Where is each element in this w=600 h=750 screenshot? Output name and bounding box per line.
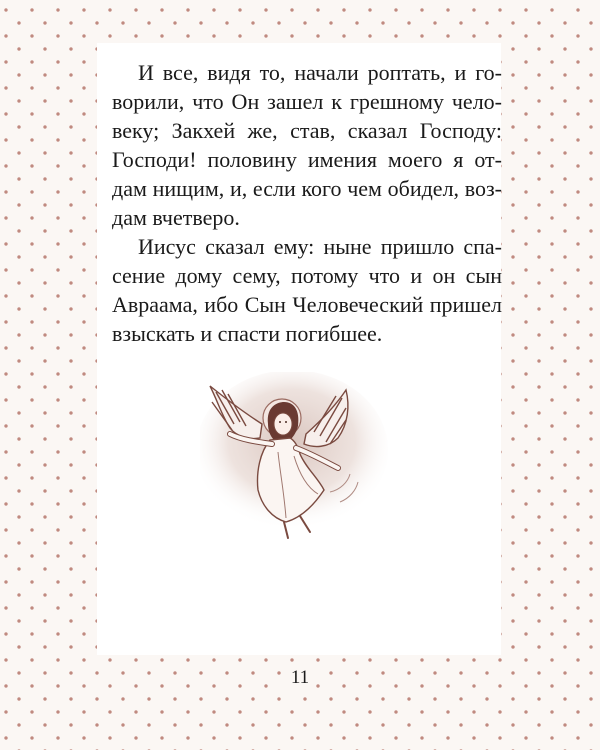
text-line: дам нищим, и, если кого чем обидел, воз-: [112, 176, 502, 201]
text-line: взыскать и спасти погибшее.: [112, 321, 383, 346]
face: [274, 413, 292, 435]
text-line: Авраама, ибо Сын Человеческий пришел: [112, 292, 502, 317]
text-line: И все, видя то, начали роптать, и го-: [138, 60, 502, 85]
paragraph-2: [112, 232, 502, 348]
page-number-text: 11: [285, 667, 315, 688]
angel-illustration: [200, 372, 390, 547]
page-number: [0, 667, 600, 689]
text-line: ворили, что Он зашел к грешному чело-: [112, 89, 502, 114]
text-line: Господи! половину имения моего я от-: [112, 147, 502, 172]
angel-drawing: [200, 372, 390, 547]
paragraph-1: [112, 58, 502, 232]
body-text: [112, 58, 502, 348]
text-line: Иисус сказал ему: ныне пришло спа-: [138, 234, 502, 259]
text-line: дам вчетверо.: [112, 205, 240, 230]
text-line: веку; Закхей же, став, сказал Господу:: [112, 118, 502, 143]
text-line: сение дому сему, потому что и он сын: [112, 263, 502, 288]
